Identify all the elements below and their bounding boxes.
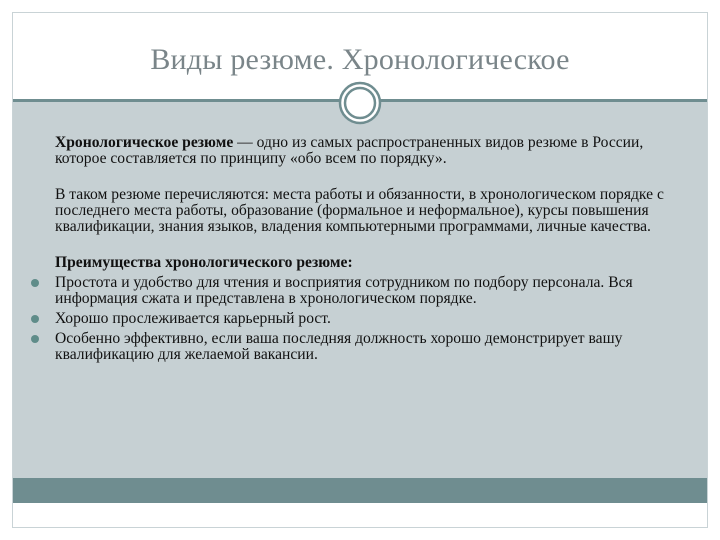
intro-rest: — одно из самых распространенных видов резюме в России, которое составляется по принципу «обо всем по порядку». xyxy=(55,134,644,167)
slide xyxy=(12,12,708,528)
bullet-dot-icon xyxy=(31,315,39,323)
intro-term: Хронологическое резюме xyxy=(55,134,234,151)
slide-title: Виды резюме. Хронологическое xyxy=(150,43,570,76)
bullet-dot-icon xyxy=(31,335,39,343)
advantages-list xyxy=(55,275,665,363)
content-area xyxy=(13,102,707,503)
intro-paragraph xyxy=(55,135,665,167)
list-item xyxy=(55,275,665,307)
list-item-text: Особенно эффективно, если ваша последняя должность хорошо демонстрирует вашу квалификацию для желаемой вакансии. xyxy=(55,330,623,363)
list-item-text: Простота и удобство для чтения и восприятия сотрудником по подбору персонала. Вся информация сжата и представлена в хронологическом порядке. xyxy=(55,274,633,307)
footer-bar xyxy=(13,478,707,503)
list-paragraph: В таком резюме перечисляются: места работы и обязанности, в хронологическом порядке с последнего места работы, образование (формальное и неформальное), курсы повышения квалификации, знания языков, владения компьютерными программами, личные качества. xyxy=(55,186,664,235)
list-item xyxy=(55,311,665,327)
circle-ornament-icon xyxy=(338,81,382,125)
bullet-dot-icon xyxy=(31,279,39,287)
list-item-text: Хорошо прослеживается карьерный рост. xyxy=(55,310,331,327)
body-text xyxy=(55,135,665,367)
advantages-heading: Преимущества хронологического резюме: xyxy=(55,254,353,271)
list-item xyxy=(55,331,665,363)
